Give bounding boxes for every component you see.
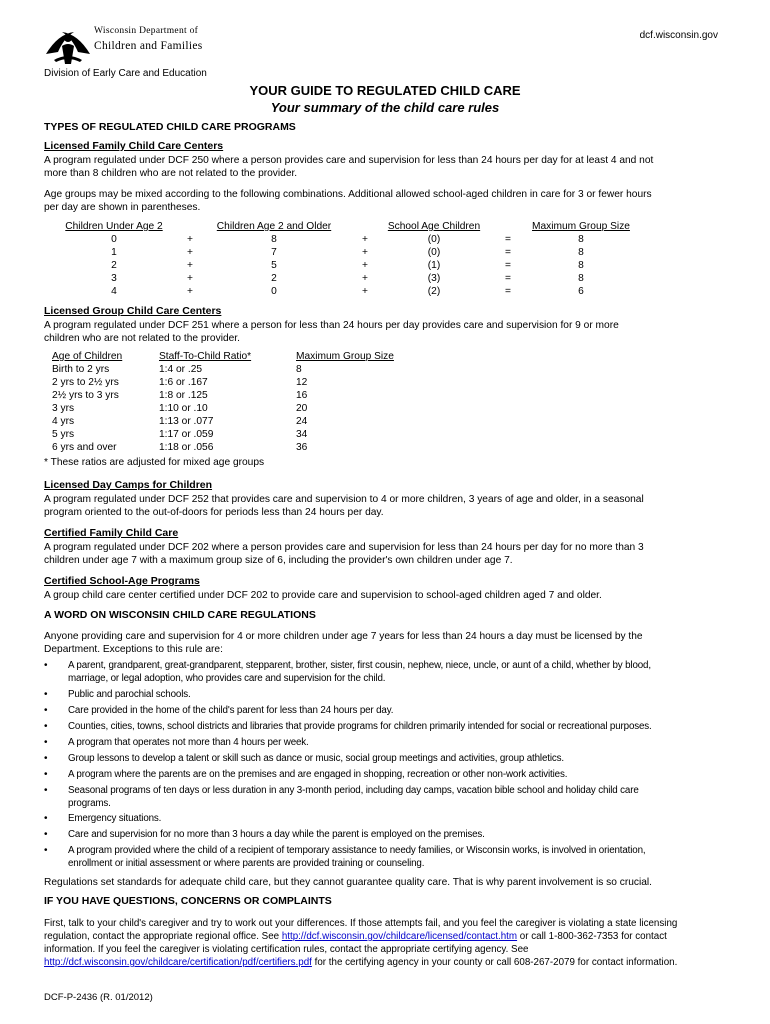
regulations-intro-1: Anyone providing care and supervision for 4 or more children under age 7 years for less than 24 hours a day must be licensed by the — [44, 631, 643, 642]
cell-under-2: 4 — [111, 286, 117, 297]
cell-2-older: 2 — [271, 273, 277, 284]
certified-family-heading: Certified Family Child Care — [44, 527, 179, 539]
cell-ratio: 1:6 or .167 — [159, 377, 208, 388]
ratio-table — [0, 350, 770, 460]
plus-sign: + — [187, 260, 193, 271]
equals-sign: = — [505, 273, 511, 284]
equals-sign: = — [505, 247, 511, 258]
col-header-school-age: School Age Children — [387, 221, 481, 232]
cell-under-2: 1 — [111, 247, 117, 258]
col-header-age: Age of Children — [52, 351, 123, 362]
cell-max-group: 12 — [296, 377, 308, 388]
cell-max-group: 8 — [578, 260, 584, 271]
regulations-intro-2: Department. Exceptions to this rule are: — [44, 644, 223, 655]
cell-max-group: 8 — [578, 247, 584, 258]
col-header-ratio: Staff-To-Child Ratio* — [159, 351, 252, 362]
questions-heading: IF YOU HAVE QUESTIONS, CONCERNS OR COMPLAINTS — [44, 895, 332, 907]
cell-age: 4 yrs — [52, 416, 75, 427]
day-camps-desc-1: A program regulated under DCF 252 that provides care and supervision to 4 or more children, 3 years of age and older, in a seasonal — [44, 494, 644, 505]
cell-school-age: (2) — [427, 286, 441, 297]
family-centers-desc-1: A program regulated under DCF 250 where a person provides care and supervision for less than 24 hours per day for at least 4 and not — [44, 155, 654, 166]
plus-sign: + — [362, 247, 368, 258]
equals-sign: = — [505, 234, 511, 245]
questions-line-1: First, talk to your child's caregiver and try to work out your differences. If those attempts fail, and you feel the caregiver is violating a state licensing — [44, 918, 678, 929]
plus-sign: + — [187, 234, 193, 245]
cell-ratio: 1:4 or .25 — [159, 364, 203, 375]
cell-age: 2 yrs to 2½ yrs — [52, 377, 119, 388]
cell-max-group: 8 — [296, 364, 302, 375]
licensed-contact-link[interactable]: http://dcf.wisconsin.gov/childcare/licensed/contact.htm — [281, 931, 518, 942]
col-header-under-2: Children Under Age 2 — [65, 221, 163, 232]
bullet-icon: • — [44, 737, 48, 748]
col-header-max-group: Maximum Group Size — [532, 221, 630, 232]
certifiers-link[interactable]: http://dcf.wisconsin.gov/childcare/certification/pdf/certifiers.pdf — [44, 957, 312, 968]
cell-max-group: 24 — [296, 416, 308, 427]
plus-sign: + — [187, 273, 193, 284]
cell-age: 3 yrs — [52, 403, 75, 414]
cell-age: 5 yrs — [52, 429, 75, 440]
plus-sign: + — [362, 260, 368, 271]
cell-ratio: 1:17 or .059 — [159, 429, 214, 440]
site-url: dcf.wisconsin.gov — [639, 30, 718, 41]
plus-sign: + — [362, 234, 368, 245]
bullet-icon: • — [44, 829, 48, 840]
page-subtitle: Your summary of the child care rules — [270, 100, 500, 115]
division-name: Division of Early Care and Education — [44, 68, 207, 79]
family-centers-heading: Licensed Family Child Care Centers — [44, 140, 224, 152]
regulations-heading: A WORD ON WISCONSIN CHILD CARE REGULATIONS — [44, 609, 316, 621]
cell-max-group: 16 — [296, 390, 308, 401]
certified-family-desc-2: children under age 7 with a maximum group size of 6, including the provider's own children under age 7. — [44, 555, 513, 566]
bullet-icon: • — [44, 660, 48, 671]
cell-ratio: 1:13 or .077 — [159, 416, 214, 427]
cell-school-age: (0) — [427, 247, 441, 258]
bullet-icon: • — [44, 721, 48, 732]
equals-sign: = — [505, 260, 511, 271]
form-number: DCF-P-2436 (R. 01/2012) — [44, 992, 153, 1003]
cell-ratio: 1:8 or .125 — [159, 390, 208, 401]
bullet-icon: • — [44, 769, 48, 780]
certified-school-heading: Certified School-Age Programs — [44, 575, 200, 587]
cell-age: 6 yrs and over — [52, 442, 117, 453]
cell-max-group: 34 — [296, 429, 308, 440]
bullet-icon: • — [44, 753, 48, 764]
children-families-logo-icon — [44, 24, 92, 66]
questions-line-4: http://dcf.wisconsin.gov/childcare/certification/pdf/certifiers.pdf for the certifying agency in your county or call 608-267-2079 for contact information. — [44, 957, 678, 968]
bullet-icon: • — [44, 705, 48, 716]
equals-sign: = — [505, 286, 511, 297]
bullet-icon: • — [44, 813, 48, 824]
certified-school-desc: A group child care center certified under DCF 202 to provide care and supervision to school-aged children aged 7 and older. — [44, 590, 602, 601]
plus-sign: + — [187, 247, 193, 258]
group-centers-desc-1: A program regulated under DCF 251 where a person for less than 24 hours per day provides care and supervision for 9 or more — [44, 320, 619, 331]
cell-2-older: 8 — [271, 234, 277, 245]
cell-age: 2½ yrs to 3 yrs — [52, 390, 119, 401]
cell-max-group: 36 — [296, 442, 308, 453]
cell-school-age: (3) — [427, 273, 441, 284]
age-groups-line-2: per day are shown in parentheses. — [44, 202, 201, 213]
cell-under-2: 0 — [111, 234, 117, 245]
col-header-max-group: Maximum Group Size — [296, 351, 394, 362]
plus-sign: + — [362, 286, 368, 297]
col-header-2-older: Children Age 2 and Older — [216, 221, 332, 232]
regulations-closing: Regulations set standards for adequate child care, but they cannot guarantee quality care. That is why parent involvement is so crucial. — [44, 877, 653, 888]
age-groups-line-1: Age groups may be mixed according to the following combinations. Additional allowed school-aged children in care for 3 or fewer hours — [44, 189, 652, 200]
cell-max-group: 8 — [578, 273, 584, 284]
page-title: YOUR GUIDE TO REGULATED CHILD CARE — [249, 83, 521, 98]
family-combinations-table — [0, 220, 770, 302]
questions-line-2: regulation, contact the appropriate regional office. See http://dcf.wisconsin.gov/childcare/licensed/contact.htm or call 1-800-362-7353 for contact — [44, 931, 667, 942]
cell-max-group: 20 — [296, 403, 308, 414]
day-camps-heading: Licensed Day Camps for Children — [44, 479, 213, 491]
plus-sign: + — [362, 273, 368, 284]
bullet-icon: • — [44, 845, 48, 856]
family-centers-desc-2: more than 8 children who are not related to the provider. — [44, 168, 298, 179]
logo-line-1: Wisconsin Department of — [94, 26, 199, 36]
bullet-icon: • — [44, 689, 48, 700]
cell-max-group: 6 — [578, 286, 584, 297]
bullet-icon: • — [44, 785, 48, 796]
cell-ratio: 1:10 or .10 — [159, 403, 208, 414]
section-heading-types: TYPES OF REGULATED CHILD CARE PROGRAMS — [44, 121, 296, 133]
cell-under-2: 3 — [111, 273, 117, 284]
cell-age: Birth to 2 yrs — [52, 364, 110, 375]
cell-2-older: 0 — [271, 286, 277, 297]
plus-sign: + — [187, 286, 193, 297]
ratio-note: * These ratios are adjusted for mixed age groups — [44, 457, 265, 468]
day-camps-desc-2: program oriented to the out-of-doors for periods less than 24 hours per day. — [44, 507, 384, 518]
cell-school-age: (0) — [427, 234, 441, 245]
cell-max-group: 8 — [578, 234, 584, 245]
cell-school-age: (1) — [427, 260, 441, 271]
cell-ratio: 1:18 or .056 — [159, 442, 214, 453]
cell-under-2: 2 — [111, 260, 117, 271]
dcf-logo — [44, 24, 219, 66]
group-centers-heading: Licensed Group Child Care Centers — [44, 305, 222, 317]
cell-2-older: 7 — [271, 247, 277, 258]
group-centers-desc-2: children who are not related to the provider. — [44, 333, 240, 344]
cell-2-older: 5 — [271, 260, 277, 271]
logo-line-2: Children and Families — [94, 40, 203, 52]
questions-line-3: information. If you feel the caregiver is violating certification rules, contact the appropriate certifying agency. See — [44, 944, 529, 955]
certified-family-desc-1: A program regulated under DCF 202 where a person provides care and supervision for less than 24 hours per day for no more than 3 — [44, 542, 644, 553]
